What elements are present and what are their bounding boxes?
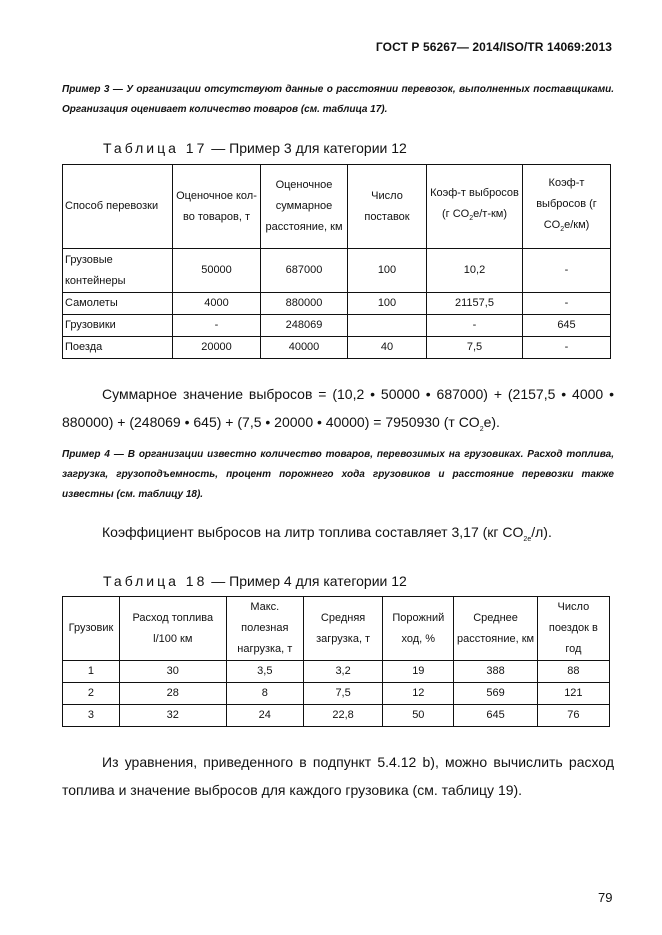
- table-18-header-truck: Грузовик: [63, 597, 120, 661]
- example-3-paragraph: Пример 3 — У организации отсутствуют данные о расстоянии перевозок, выполненных поставщиками. Организация оценивает количество товаров (см. таблица 17).: [62, 84, 614, 115]
- table-cell: 28: [119, 683, 226, 705]
- table-cell: Грузовые контейнеры: [63, 249, 173, 293]
- table-18-caption: [103, 573, 407, 589]
- table-cell: 24: [226, 705, 303, 727]
- table-17-header-coef-km: [523, 165, 611, 249]
- table-cell: 20000: [173, 337, 261, 359]
- table-cell: 687000: [261, 249, 348, 293]
- table-cell: 40000: [261, 337, 348, 359]
- table-17-caption-title: — Пример 3 для категории 12: [207, 140, 407, 156]
- table-cell: 645: [454, 705, 537, 727]
- table-cell: 40: [348, 337, 427, 359]
- table-row: [63, 293, 611, 315]
- table-cell: 50000: [173, 249, 261, 293]
- table-cell: [348, 315, 427, 337]
- coef-km-text: Коэф-т выбросов (г CO: [536, 176, 597, 231]
- coefficient-unit: /л).: [531, 524, 552, 540]
- table-cell: 88: [537, 661, 609, 683]
- table-cell: 22,8: [303, 705, 382, 727]
- table-cell: -: [523, 293, 611, 315]
- table-17-header-method: Способ перевозки: [63, 165, 173, 249]
- coef-km-sub: 2: [560, 226, 565, 234]
- table-17-header-dist: Оценочное суммарное расстояние, км: [261, 165, 348, 249]
- table-cell: 569: [454, 683, 537, 705]
- table-cell: 19: [383, 661, 454, 683]
- table-17: [62, 164, 611, 359]
- table-row: [63, 705, 610, 727]
- table-row: [63, 661, 610, 683]
- table-18-header-fuel: Расход топлива l/100 км: [119, 597, 226, 661]
- document-header: ГОСТ Р 56267— 2014/ISO/TR 14069:2013: [375, 40, 612, 54]
- table-cell: 100: [348, 249, 427, 293]
- table-cell: -: [427, 315, 523, 337]
- table-cell: 100: [348, 293, 427, 315]
- table-cell: Поезда: [63, 337, 173, 359]
- table-cell: 7,5: [303, 683, 382, 705]
- table-cell: 4000: [173, 293, 261, 315]
- emissions-sum-text: Суммарное значение выбросов = (10,2 • 50000 • 687000) + (2157,5 • 4000 • 880000) + (248069 • 645) + (7,5 • 20000 • 40000) = 7950930 (т CO: [62, 386, 614, 430]
- table-18-caption-label: Таблица 18: [103, 573, 208, 589]
- table-18-caption-title: — Пример 4 для категории 12: [207, 573, 407, 589]
- table-18-header-distance: Среднее расстояние, км: [454, 597, 537, 661]
- table-cell: -: [523, 249, 611, 293]
- table-cell: 7,5: [427, 337, 523, 359]
- emissions-sum-sub: 2: [479, 425, 484, 433]
- emissions-sum-paragraph: [62, 380, 614, 444]
- coef-km-unit: е/км): [564, 218, 590, 231]
- table-cell: 388: [454, 661, 537, 683]
- table-17-header-deliveries: Число поставок: [348, 165, 427, 249]
- table-cell: 3: [63, 705, 120, 727]
- table-cell: 248069: [261, 315, 348, 337]
- table-row: [63, 337, 611, 359]
- table-cell: 3,5: [226, 661, 303, 683]
- table-cell: 32: [119, 705, 226, 727]
- table-17-caption: [103, 140, 407, 156]
- table-cell: -: [173, 315, 261, 337]
- table-cell: 50: [383, 705, 454, 727]
- table-row: [63, 249, 611, 293]
- table-cell: 880000: [261, 293, 348, 315]
- table-18-header-load: Средняя загрузка, т: [303, 597, 382, 661]
- example-4-paragraph: Пример 4 — В организации известно количество товаров, перевозимых на грузовиках. Расход топлива, загрузка, грузоподъемность, процент порожнего хода грузовиков и расстояние перевозки также известны (см. таблицу 18).: [62, 449, 614, 500]
- final-paragraph-text: Из уравнения, приведенного в подпункт 5.4.12 b), можно вычислить расход топлива и значение выбросов для каждого грузовика (см. таблицу 19).: [62, 754, 614, 798]
- table-cell: 12: [383, 683, 454, 705]
- table-18-header-capacity: Макс. полезная нагрузка, т: [226, 597, 303, 661]
- coefficient-paragraph: [62, 518, 614, 554]
- table-18: [62, 596, 610, 727]
- table-17-header-row: [63, 165, 611, 249]
- coefficient-text: Коэффициент выбросов на литр топлива составляет 3,17 (кг CO: [102, 524, 524, 540]
- table-cell: 1: [63, 661, 120, 683]
- page-number: 79: [598, 890, 613, 905]
- table-cell: 8: [226, 683, 303, 705]
- coefficient-sub: 2е: [523, 535, 532, 543]
- table-cell: 30: [119, 661, 226, 683]
- coef-tkm-sub: 2: [469, 215, 474, 223]
- table-18-header-empty: Порожний ход, %: [383, 597, 454, 661]
- table-cell: -: [523, 337, 611, 359]
- table-cell: 3,2: [303, 661, 382, 683]
- table-cell: Грузовики: [63, 315, 173, 337]
- table-17-header-coef-tkm: [427, 165, 523, 249]
- table-cell: 645: [523, 315, 611, 337]
- table-18-header-row: [63, 597, 610, 661]
- final-paragraph: [62, 748, 614, 804]
- table-17-header-qty: Оценочное кол-во товаров, т: [173, 165, 261, 249]
- table-cell: 76: [537, 705, 609, 727]
- table-cell: 21157,5: [427, 293, 523, 315]
- table-cell: 2: [63, 683, 120, 705]
- table-cell: Самолеты: [63, 293, 173, 315]
- coef-tkm-text: Коэф-т выбросов (г CO: [430, 187, 519, 221]
- table-row: [63, 315, 611, 337]
- table-18-header-trips: Число поездок в год: [537, 597, 609, 661]
- emissions-sum-unit: е).: [483, 414, 500, 430]
- table-17-caption-label: Таблица 17: [103, 140, 208, 156]
- table-cell: 121: [537, 683, 609, 705]
- table-row: [63, 683, 610, 705]
- coef-tkm-unit: е/т-км): [473, 208, 508, 221]
- table-cell: 10,2: [427, 249, 523, 293]
